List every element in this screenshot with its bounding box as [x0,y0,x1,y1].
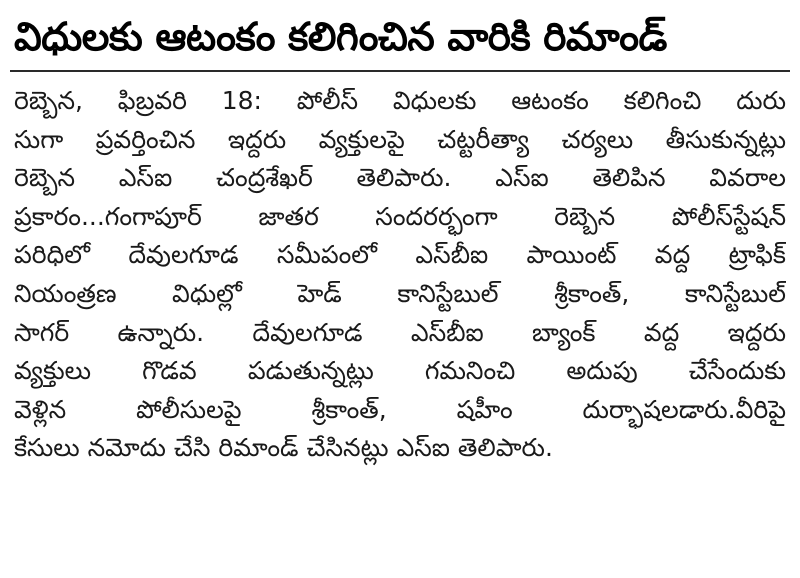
body-line: వ్యక్తులు గొడవ పడుతున్నట్లు గమనించి అదుపు చేసేందుకు [14,356,786,386]
headline-divider [10,70,790,72]
body-line: ప్రకారం...గంగాపూర్ జాతర సందరర్భంగా రెబ్బెన పోలీస్‌స్టేషన్ [14,201,786,231]
body-line: సాగర్ ఉన్నారు. దేవులగూడ ఎస్‌బీఐ బ్యాంక్ వద్ద ఇద్దరు [14,317,786,347]
body-line: సుగా ప్రవర్తించిన ఇద్దరు వ్యక్తులపై చట్టరీత్యా చర్యలు తీసుకున్నట్లు [14,124,786,154]
body-line: రెబ్బెన ఎస్ఐ చంద్రశేఖర్ తెలిపారు. ఎస్ఐ తెలిపిన వివరాల [14,163,786,193]
body-line: వెళ్లిన పోలీసులపై శ్రీకాంత్, షహీం దుర్భాషలడారు.వీరిపై [14,394,786,424]
article-body [14,82,786,468]
body-line: నియంత్రణ విధుల్లో హెడ్ కానిస్టేబుల్ శ్రీకాంత్, కానిస్టేబుల్ [14,278,786,308]
headline: విధులకు ఆటంకం కలిగించిన వారికి రిమాండ్ [14,15,667,60]
body-line-last: కేసులు నమోదు చేసి రిమాండ్ చేసినట్లు ఎస్ఐ తెలిపారు. [14,433,553,463]
body-line: రెబ్బెన, ఫిబ్రవరి 18: పోలీస్ విధులకు ఆటంకం కలిగించి దురు [14,86,786,115]
body-line: పరిధిలో దేవులగూడ సమీపంలో ఎస్‌బీఐ పాయింట్ వద్ద ట్రాఫిక్ [14,240,786,270]
